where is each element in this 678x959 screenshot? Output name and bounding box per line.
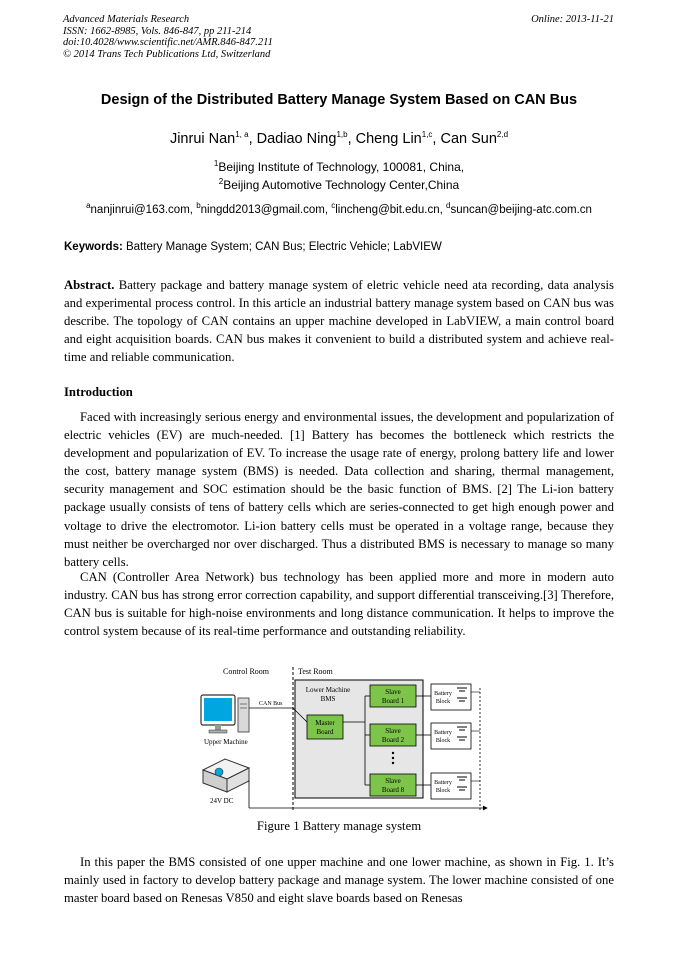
master-board-label: Board	[316, 728, 334, 736]
online-date: Online: 2013-11-21	[531, 14, 614, 25]
author-name: Can Sun	[440, 131, 497, 147]
affiliation-1: $^1$Beijing Institute of Technology, 100081, China,	[213, 159, 465, 174]
journal-issn: ISSN: 1662-8985, Vols. 846-847, pp 211-214	[63, 25, 252, 37]
battery-block-1	[431, 684, 471, 710]
power-label: 24V DC	[210, 797, 234, 805]
email-link[interactable]: ningdd2013@gmail.com,	[200, 204, 332, 216]
email-link[interactable]: lincheng@bit.edu.cn,	[335, 204, 447, 216]
svg-text:Battery: Battery	[434, 780, 452, 786]
affiliation-2: $^2$Beijing Automotive Technology Center,China	[218, 177, 460, 192]
keywords-label: Keywords:	[64, 241, 123, 253]
intro-paragraph-2: CAN (Controller Area Network) bus technology has been applied more and more in modern auto industry. CAN bus has strong error correction capability, and support differential transceiving.[3] Therefore, CAN bus is suitable for high-noise environments and long distance communication. It helps to improve the control system because of its real-time performance and outstanding reliability.	[64, 570, 614, 639]
author-sup: 1,c	[421, 130, 433, 140]
slave-board-label: Board 1	[381, 697, 405, 705]
abstract-text: Battery package and battery manage system of eletric vehicle need ata recording, data analysis and experimental process control. In this article an industrial battery manage system based on CAN bus was describe. The topology of CAN contains an upper machine developed in LabVIEW, a main control board and eight acquisition boards. CAN bus makes it convenient to build a distributed system and achieve real-time and reliable communication.	[64, 278, 614, 365]
abstract-label: Abstract.	[64, 278, 115, 292]
journal-header	[63, 14, 273, 60]
journal-doi: doi:10.4028/www.scientific.net/AMR.846-847.211	[63, 37, 273, 48]
svg-text:Battery: Battery	[434, 730, 452, 736]
test-room-label: Test Room	[298, 667, 333, 676]
journal-copyright: © 2014 Trans Tech Publications Ltd, Switzerland	[63, 48, 271, 60]
paper-title: Design of the Distributed Battery Manage System Based on CAN Bus	[100, 92, 578, 108]
author-name: Cheng Lin	[355, 131, 422, 147]
battery-block-2	[431, 723, 471, 749]
can-bus-label: CAN Bus	[259, 701, 283, 707]
ellipsis-dot	[392, 752, 394, 754]
figure-bms-diagram	[195, 662, 495, 812]
author-name: Jinrui Nan	[169, 131, 236, 147]
lower-machine-label: Lower Machine	[305, 686, 351, 694]
keywords-text: Battery Manage System; CAN Bus; Electric Vehicle; LabVIEW	[122, 241, 442, 253]
journal-name: Advanced Materials Research	[63, 14, 190, 25]
author-sup: 2,d	[496, 130, 509, 140]
author-list: Jinrui Nan$^{1, a}$, Dadiao Ning$^{1,b}$, Cheng Lin$^{1,c}$, Can Sun$^{2,d}$	[169, 130, 509, 147]
svg-text:Block: Block	[435, 699, 451, 705]
ellipsis-dot	[392, 762, 394, 764]
svg-text:Block: Block	[435, 788, 451, 794]
slave-board-label: Board 2	[381, 736, 405, 744]
email-link[interactable]: suncan@beijing-atc.com.cn	[450, 204, 592, 216]
slave-board-label: Slave	[385, 688, 401, 696]
ellipsis-dot	[392, 757, 394, 759]
author-emails: $^a$nanjinrui@163.com, $^b$ningdd2013@gmail.com, $^c$lincheng@bit.edu.cn, $^d$suncan@beijing-atc.com.cn	[86, 201, 592, 216]
author-sup: 1,b	[336, 130, 348, 140]
author-sup: 1, a	[235, 130, 249, 140]
keywords	[64, 241, 614, 253]
lower-machine-label: BMS	[320, 695, 336, 703]
email-link[interactable]: nanjinrui@163.com,	[90, 204, 197, 216]
control-room-label: Control Room	[223, 667, 270, 676]
battery-block-8	[431, 773, 471, 799]
upper-machine-label: Upper Machine	[204, 738, 248, 746]
master-board-label: Master	[315, 719, 335, 727]
section-heading: Introduction	[64, 385, 133, 399]
slave-board-label: Slave	[385, 777, 401, 785]
figure-caption: Figure 1 Battery manage system	[256, 819, 422, 833]
body-paragraph: In this paper the BMS consisted of one upper machine and one lower machine, as shown in Fig. 1. It’s mainly used in factory to develop battery package and manage system. The lower machine consisted of one master board based on Renesas V850 and eight slave boards based on Renesas	[64, 855, 614, 906]
power-supply-icon	[203, 759, 249, 792]
slave-board-label: Board 8	[381, 786, 405, 794]
intro-paragraph-1: Faced with increasingly serious energy and environmental issues, the development and popularization of electric vehicles (EV) are much-needed. [1] Battery has becomes the bottleneck which restricts the development and popularization of EV. To increase the usage rate of energy, prolong battery life and lower the cost, battery manage system (BMS) is needed. Data collection and sharing, thermal management, security management and SOC estimation should be the basic function of BMS. [2] The Li-ion battery package usually consists of tens of battery cells which are series-connected to get high enough power and voltage to drive the electromotor. Li-ion battery cells must be operated in a voltage range, because they must neither be overcharged nor over discharged. Thus a distributed BMS is necessary to manage so many battery cells.	[64, 410, 614, 569]
author-name: Dadiao Ning	[256, 131, 337, 147]
upper-machine-icon	[201, 695, 249, 733]
svg-text:Battery: Battery	[434, 691, 452, 697]
abstract	[64, 276, 614, 366]
slave-board-label: Slave	[385, 727, 401, 735]
svg-text:Block: Block	[435, 738, 451, 744]
